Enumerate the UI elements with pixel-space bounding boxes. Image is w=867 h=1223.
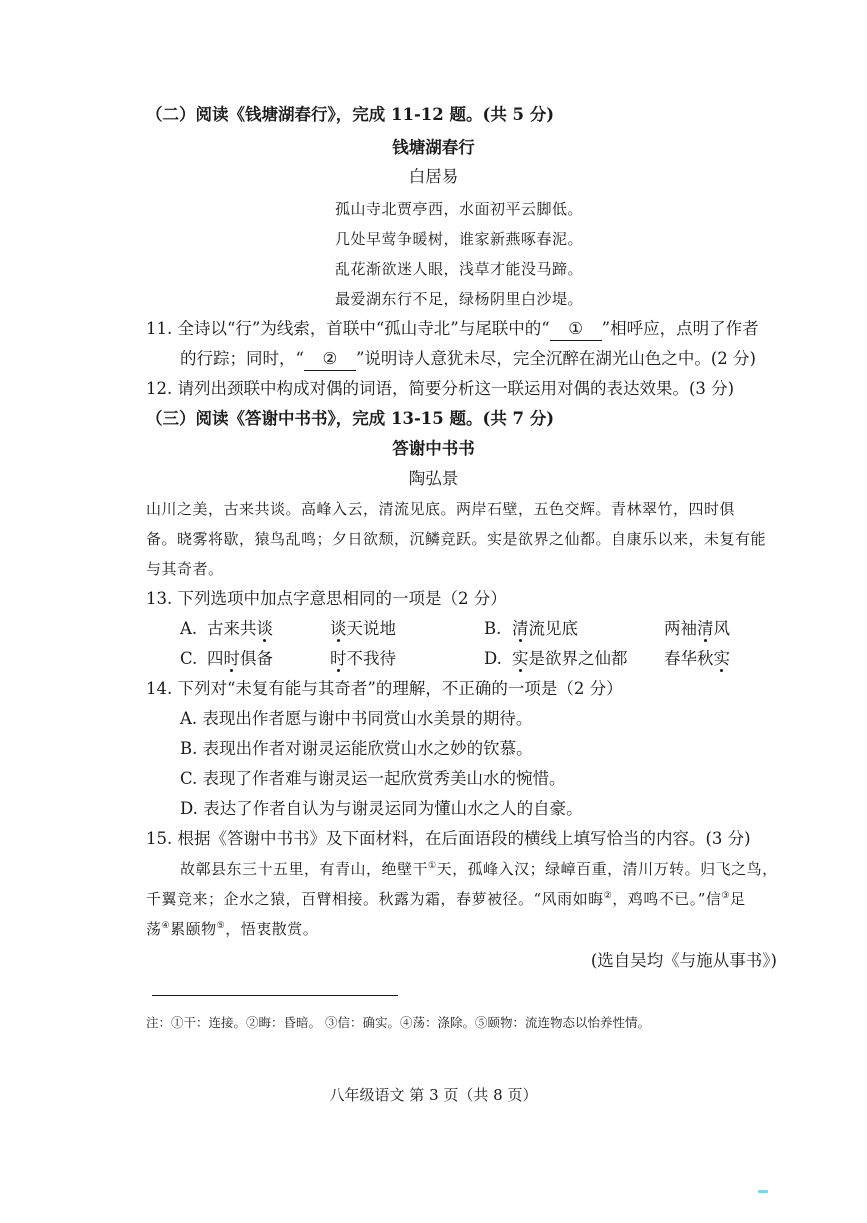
q14-stem: 14. 下列对“未复有能与其奇者”的理解，不正确的一项是（2 分） [146, 679, 623, 698]
scan-mark [758, 1190, 768, 1193]
poem-title: 钱塘湖春行 [392, 138, 475, 157]
q13-option-c-phrase-2: 时不我待 [330, 649, 396, 668]
q12-stem: 12. 请列出颈联中构成对偶的词语，简要分析这一联运用对偶的表达效果。(3 分) [146, 379, 735, 398]
poem-line-2: 几处早莺争暖树，谁家新燕啄春泥。 [335, 230, 584, 248]
q15-material-line-1: 故鄣县东三十五里，有青山，绝壁干①天，孤峰入汉；绿嶂百重，清川万转。归飞之鸟， [180, 860, 778, 878]
q15-material-line-3: 荡④累颐物⑤，悟衷散赏。 [146, 920, 319, 938]
q11-blank-1: ① [550, 318, 602, 341]
essay-line-3: 与其奇者。 [146, 560, 224, 578]
q13-option-d-phrase-2: 春华秋实 [664, 649, 730, 668]
footnote-divider [152, 995, 398, 996]
footnote: 注：①干：连接。②晦：昏暗。 ③信：确实。④荡：涤除。⑤颐物：流连物态以怡养性情。 [146, 1015, 650, 1030]
section-2-heading: （二）阅读《钱塘湖春行》，完成 11-12 题。(共 5 分) [146, 105, 555, 124]
poem-line-1: 孤山寺北贾亭西，水面初平云脚低。 [335, 200, 584, 218]
q11-text-c: 的行踪；同时，“ [180, 349, 304, 368]
essay-line-1: 山川之美，古来共谈。高峰入云，清流见底。两岸石壁，五色交辉。青林翠竹，四时俱 [146, 500, 736, 518]
q15-source: (选自吴均《与施从事书》) [590, 951, 777, 970]
essay-title: 答谢中书书 [392, 439, 475, 458]
q13-option-b-phrase-2: 两袖清风 [664, 619, 730, 638]
poem-line-3: 乱花渐欲迷人眼，浅草才能没马蹄。 [335, 260, 584, 278]
q11-line-2 [180, 348, 756, 371]
page-footer: 八年级语文 第 3 页（共 8 页） [329, 1086, 538, 1104]
q11-text-d: ”说明诗人意犹未尽，完全沉醉在湖光山色之中。(2 分) [355, 349, 756, 368]
q11-blank-2: ② [304, 348, 356, 371]
q13-option-a-phrase-1: 古来共谈 [207, 619, 273, 638]
q13-option-c-label: C. [180, 649, 198, 668]
q11-line-1 [146, 318, 759, 341]
poem-line-4: 最爱湖东行不足，绿杨阴里白沙堤。 [335, 290, 584, 308]
section-3-heading: （三）阅读《答谢中书书》，完成 13-15 题。(共 7 分) [146, 409, 555, 428]
q13-option-a-phrase-2: 谈天说地 [330, 619, 396, 638]
q13-option-b-label: B. [484, 619, 502, 638]
q13-option-b-phrase-1: 清流见底 [512, 619, 578, 638]
q13-option-d-label: D. [484, 649, 502, 668]
poem-author: 白居易 [408, 167, 459, 186]
q13-option-c-phrase-1: 四时俱备 [207, 649, 273, 668]
q14-option-c: C. 表现了作者难与谢灵运一起欣赏秀美山水的惋惜。 [180, 769, 566, 788]
q14-option-b: B. 表现出作者对谢灵运能欣赏山水之妙的钦慕。 [180, 739, 533, 758]
q11-text-b: ”相呼应，点明了作者 [601, 319, 759, 338]
q11-text-a: 11. 全诗以“行”为线索，首联中“孤山寺北”与尾联中的“ [146, 319, 550, 338]
q13-option-d-phrase-1: 实是欲界之仙都 [512, 649, 628, 668]
essay-line-2: 备。晓雾将歇，猿鸟乱鸣；夕日欲颓，沉鳞竞跃。实是欲界之仙都。自康乐以来，未复有能 [146, 530, 767, 548]
q15-stem: 15. 根据《答谢中书书》及下面材料，在后面语段的横线上填写恰当的内容。(3 分) [146, 829, 751, 848]
q13-stem: 13. 下列选项中加点字意思相同的一项是（2 分） [146, 589, 507, 608]
essay-author: 陶弘景 [408, 469, 459, 488]
q14-option-d: D. 表达了作者自认为与谢灵运同为懂山水之人的自豪。 [180, 799, 583, 818]
q13-option-a-label: A. [180, 619, 198, 638]
q15-material-line-2: 千翼竞来；企水之猿，百臂相接。秋露为霜，春萝被径。“风雨如晦②，鸡鸣不已。”信③足 [146, 890, 746, 908]
q14-option-a: A. 表现出作者愿与谢中书同赏山水美景的期待。 [180, 709, 533, 728]
